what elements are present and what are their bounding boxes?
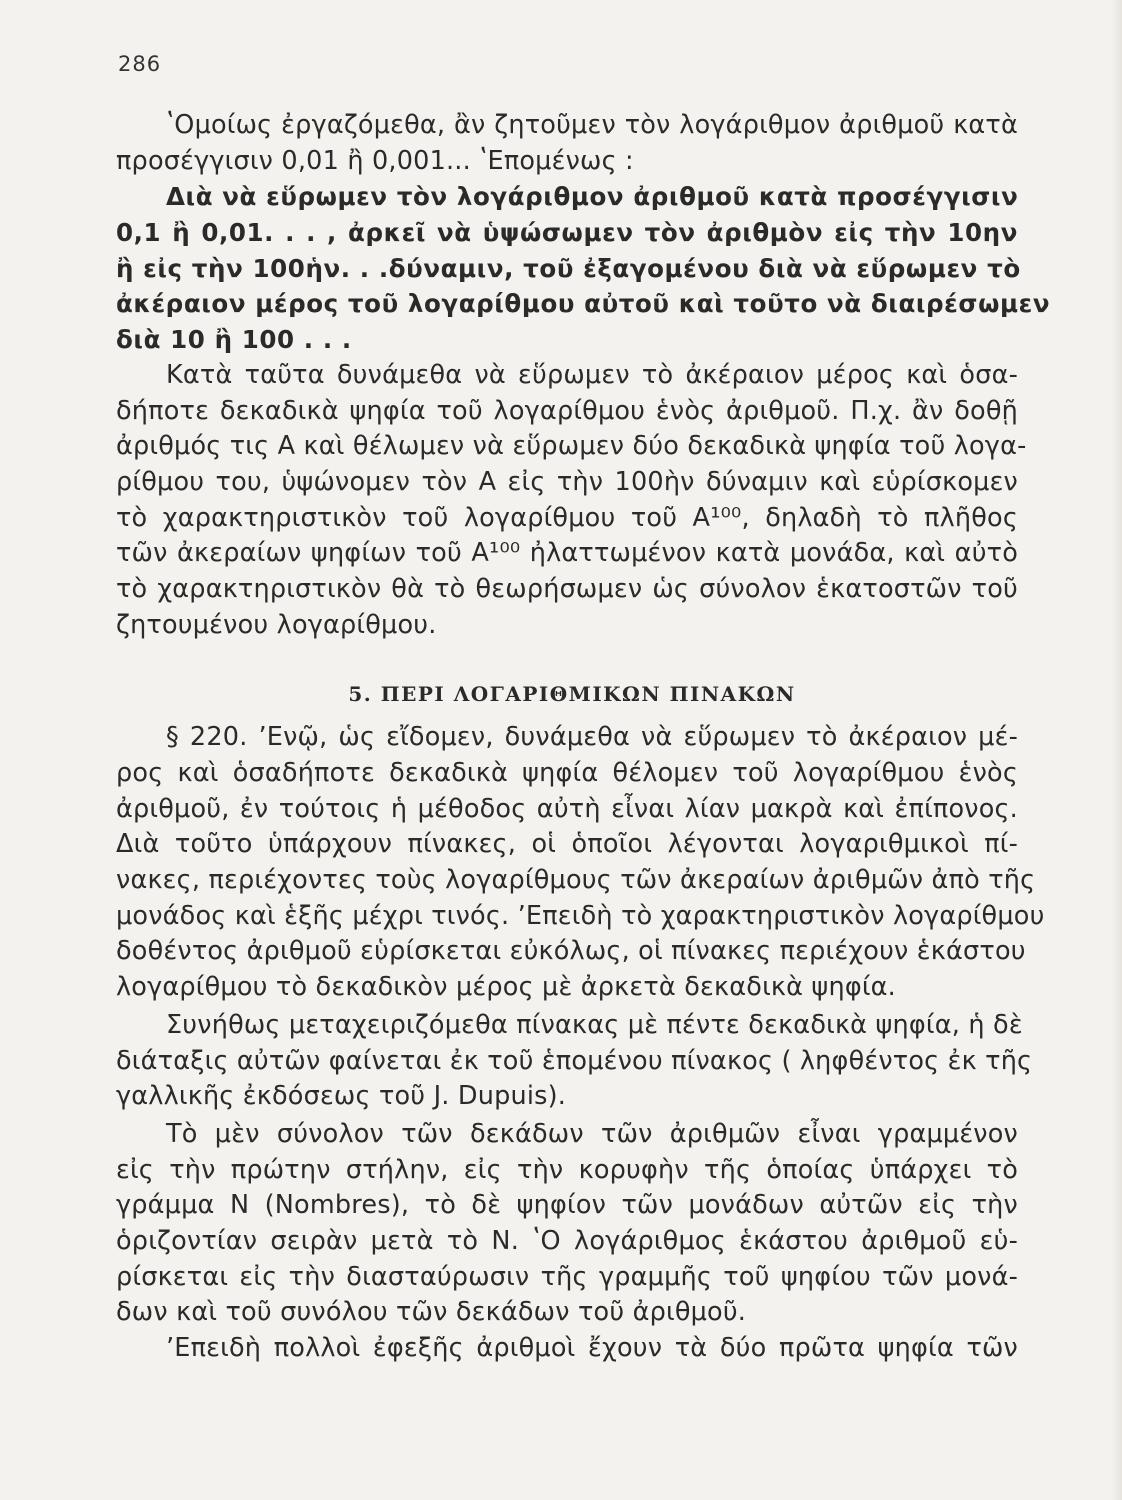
text-line: γράμμα Ν (Nombres), τὸ δὲ ψηφίον τῶν μονάδων αὐτῶν εἰς τὴν [116,1190,1018,1221]
text-line: νακες, περιέχοντες τοὺς λογαρίθμους τῶν ἀκεραίων ἀριθμῶν ἀπὸ τῆς [116,865,1036,896]
text-line: Διὰ νὰ εὕρωμεν τὸν λογάριθμον ἀριθμοῦ κατὰ προσέγγισιν [166,182,1019,212]
text-line: Κατὰ ταῦτα δυνάμεθα νὰ εὕρωμεν τὸ ἀκέραιον μέρος καὶ ὁσα- [166,359,1018,390]
text-line: 0,1 ἢ 0,01. . . , ἀρκεῖ νὰ ὑψώσωμεν τὸν ἀριθμὸν εἰς τὴν 10ην [116,218,1018,248]
paragraph [116,1008,1033,1115]
text-line: § 220. ʼΕνῷ, ὡς εἴδομεν, δυνάμεθα νὰ εὕρωμεν τὸ ἀκέραιον μέ- [166,722,1018,753]
text-line: ζητουμένου λογαρίθμου. [116,609,437,640]
text-line: Συνήθως μεταχειριζόμεθα πίνακας μὲ πέντε δεκαδικὰ ψηφία, ἡ δὲ [166,1009,1023,1040]
text-line: Τὸ μὲν σύνολον τῶν δεκάδων τῶν ἀριθμῶν εἶναι γραμμένον [166,1118,1018,1149]
text-line: εἰς τὴν πρώτην στήλην, εἰς τὴν κορυφὴν τῆς ὁποίας ὑπάρχει τὸ [116,1154,1018,1185]
text-line: ἀκέραιον μέρος τοῦ λογαρίθμου αὐτοῦ καὶ τοῦτο νὰ διαιρέσωμεν [116,289,1051,319]
text-line: ἀριθμοῦ, ἐν τούτοις ἡ μέθοδος αὐτὴ εἶναι λίαν μακρὰ καὶ ἐπίπονος. [116,793,1018,824]
text-line: διὰ 10 ἢ 100 . . . [116,325,352,355]
text-line: τὸ χαρακτηριστικὸν θὰ τὸ θεωρήσωμεν ὡς σύνολον ἑκατοστῶν τοῦ [116,573,1018,604]
text-line: τῶν ἀκεραίων ψηφίων τοῦ Α¹⁰⁰ ἠλαττωμένον κατὰ μονάδα, καὶ αὐτὸ [116,538,1018,569]
paragraph [116,1331,1018,1367]
text-line: ὁριζοντίαν σειρὰν μετὰ τὸ Ν. ʽΟ λογάριθμος ἑκάστου ἀριθμοῦ εὑ- [116,1225,1018,1256]
section-heading: 5. ΠΕΡΙ ΛΟΓΑΡΙΘΜΙΚΩΝ ΠΙΝΑΚΩΝ [348,682,796,707]
paragraph [116,720,1045,1006]
text-line: ρίσκεται εἰς τὴν διασταύρωσιν τῆς γραμμῆς τοῦ ψηφίου τῶν μονά- [116,1261,1018,1292]
text-line: ρος καὶ ὁσαδήποτε δεκαδικὰ ψηφία θέλομεν τοῦ λογαρίθμου ἑνὸς [116,758,1018,788]
paragraph [116,358,1027,644]
page-number: 286 [118,52,162,76]
text-line: δοθέντος ἀριθμοῦ εὑρίσκεται εὐκόλως, οἱ πίνακες περιέχουν ἑκάστου [116,936,1026,967]
text-line: διάταξις αὐτῶν φαίνεται ἐκ τοῦ ἑπομένου πίνακος ( ληφθέντος ἐκ τῆς [116,1045,1033,1076]
text-line: τὸ χαρακτηριστικὸν τοῦ λογαρίθμου τοῦ Α¹⁰⁰, δηλαδὴ τὸ πλῆθος [116,502,1018,533]
text-line: ʽΟμοίως ἐργαζόμεθα, ἂν ζητοῦμεν τὸν λογάριθμον ἀριθμοῦ κατὰ [166,110,1018,140]
text-line: προσέγγισιν 0,01 ἢ 0,001... ʽΕπομένως : [116,145,634,176]
text-line: δήποτε δεκαδικὰ ψηφία τοῦ λογαρίθμου ἑνὸς ἀριθμοῦ. Π.χ. ἂν δοθῇ [116,395,1018,426]
text-line: ʼΕπειδὴ πολλοὶ ἐφεξῆς ἀριθμοὶ ἔχουν τὰ δύο πρῶτα ψηφία τῶν [166,1333,1018,1363]
page-content [116,108,1051,1367]
text-line: ρίθμου του, ὑψώνομεν τὸν Α εἰς τὴν 100ὴν δύναμιν καὶ εὑρίσκομεν [116,466,1018,497]
text-line: ἀριθμός τις Α καὶ θέλωμεν νὰ εὕρωμεν δύο δεκαδικὰ ψηφία τοῦ λογα- [116,431,1027,462]
page-edge-shadow [1112,0,1122,1500]
paragraph [116,1117,1018,1331]
text-line: γαλλικῆς ἐκδόσεως τοῦ J. Dupuis). [116,1081,567,1112]
text-line: ἢ εἰς τὴν 100ἡν. . .δύναμιν, τοῦ ἐξαγομένου διὰ νὰ εὕρωμεν τὸ [116,253,1021,283]
text-line: δων καὶ τοῦ συνόλου τῶν δεκάδων τοῦ ἀριθμοῦ. [116,1297,747,1328]
text-line: μονάδος καὶ ἑξῆς μέχρι τινός. ʼΕπειδὴ τὸ χαρακτηριστικὸν λογαρίθμου [116,900,1045,931]
text-line: Διὰ τοῦτο ὑπάρχουν πίνακες, οἱ ὁποῖοι λέγονται λογαριθμικοὶ πί- [116,829,1018,860]
paragraph [116,108,1018,179]
rule-statement [116,179,1051,357]
text-line: λογαρίθμου τὸ δεκαδικὸν μέρος μὲ ἀρκετὰ δεκαδικὰ ψηφία. [116,972,896,1003]
